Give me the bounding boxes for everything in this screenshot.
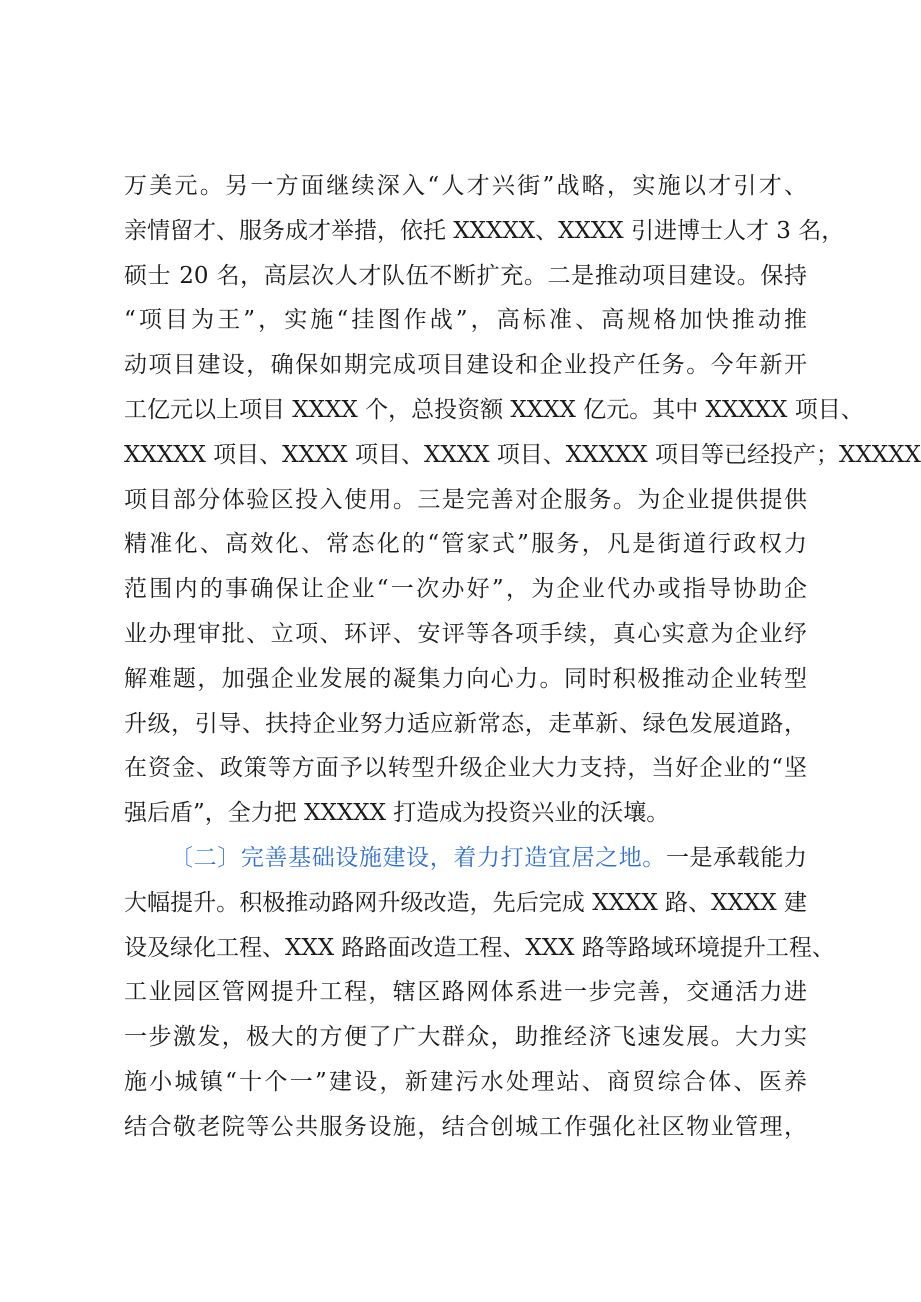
text-line: 升级，引导、扶持企业努力适应新常态，走革新、绿色发展道路， [124, 710, 807, 737]
text-line: 万美元。另一方面继续深入“人才兴街”战略，实施以才引才、 [124, 173, 807, 199]
text-line: 项目部分体验区投入使用。三是完善对企服务。为企业提供提供 [124, 486, 807, 513]
text-line: 工业园区管网提升工程，辖区路网体系进一步完善，交通活力进 [124, 979, 807, 1006]
document-page [124, 164, 921, 1150]
text-line: 在资金、政策等方面予以转型升级企业大力支持，当好企业的“坚 [124, 755, 807, 782]
text-line: 工亿元以上项目 XXXX 个，总投资额 XXXX 亿元。其中 XXXXX 项目、 [124, 396, 864, 423]
text-line-with-heading [124, 836, 807, 881]
text-line: 大幅提升。积极推动路网升级改造，先后完成 XXXX 路、XXXX 建 [124, 889, 807, 916]
text-line: 硕士 20 名，高层次人才队伍不断扩充。二是推动项目建设。保持 [124, 262, 807, 289]
paragraph-2 [124, 836, 835, 1150]
text-line: 亲情留才、服务成才举措，依托 XXXXX、XXXX 引进博士人才 3 名， [124, 217, 845, 244]
text-line: 设及绿化工程、XXX 路路面改造工程、XXX 路等路域环境提升工程、 [124, 934, 835, 961]
text-line: 范围内的事确保让企业“一次办好”，为企业代办或指导协助企 [124, 576, 807, 603]
heading-line-rest: 一是承载能力 [665, 844, 808, 871]
text-line: XXXXX 项目、XXXX 项目、XXXX 项目、XXXXX 项目等已经投产；XXXXX [124, 441, 921, 468]
text-line: 施小城镇“十个一”建设，新建污水处理站、商贸综合体、医养 [124, 1068, 807, 1095]
paragraph-1 [124, 164, 921, 836]
text-line: 结合敬老院等公共服务设施，结合创城工作强化社区物业管理， [124, 1113, 807, 1140]
text-line: 解难题，加强企业发展的凝集力向心力。同时积极推动企业转型 [124, 665, 807, 692]
text-line: 精准化、高效化、常态化的“管家式”服务，凡是街道行政权力 [124, 531, 807, 558]
text-line: 强后盾”，全力把 XXXXX 打造成为投资兴业的沃壤。 [124, 800, 670, 827]
text-line: “项目为王”，实施“挂图作战”，高标准、高规格加快推动推 [124, 307, 807, 334]
text-line: 一步激发，极大的方便了广大群众，助推经济飞速发展。大力实 [124, 1024, 807, 1051]
text-line: 动项目建设，确保如期完成项目建设和企业投产任务。今年新开 [124, 352, 807, 379]
section-heading: 〔二〕完善基础设施建设，着力打造宜居之地。 [170, 844, 666, 871]
text-line: 业办理审批、立项、环评、安评等各项手续，真心实意为企业纾 [124, 620, 807, 647]
